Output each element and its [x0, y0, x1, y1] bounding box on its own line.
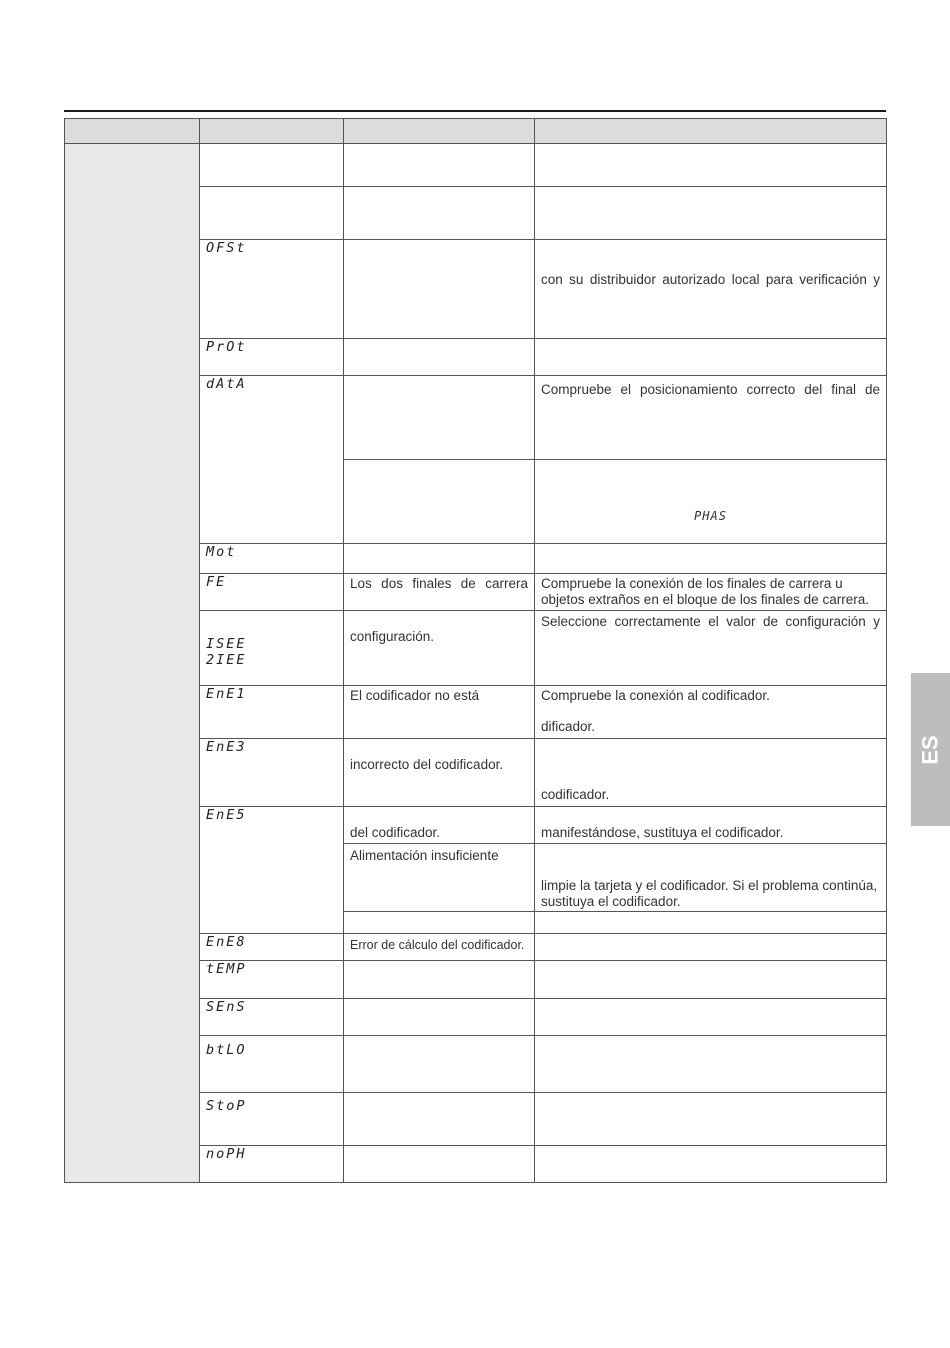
solution-cell — [535, 187, 887, 240]
cause-cell — [344, 611, 535, 686]
table-header — [65, 119, 887, 144]
table-row — [65, 144, 887, 187]
cause-cell — [344, 739, 535, 807]
solution-cell — [535, 999, 887, 1036]
solution-cell — [535, 1036, 887, 1093]
solution-cell — [535, 934, 887, 961]
header-col-1 — [65, 119, 200, 144]
cause-cell — [344, 574, 535, 611]
solution-text: manifestándose, sustituya el codificador. — [541, 825, 784, 840]
solution-cell — [535, 1146, 887, 1183]
solution-cell — [535, 1093, 887, 1146]
error-code-btlo — [200, 1036, 344, 1093]
code-line-1: ISEE — [206, 636, 247, 652]
cause-cell — [344, 187, 535, 240]
cause-cell — [344, 961, 535, 999]
cause-cell — [344, 1093, 535, 1146]
cause-cell — [344, 912, 535, 934]
solution-cell — [535, 807, 887, 844]
cause-text: del codificador. — [350, 825, 441, 840]
header-col-3 — [344, 119, 535, 144]
error-code-ene5: EnE5 — [200, 807, 344, 934]
cause-cell — [344, 544, 535, 574]
header-col-4 — [535, 119, 887, 144]
solution-text: Compruebe el posicionamiento correcto del final de — [541, 382, 880, 397]
cause-cell — [344, 240, 535, 339]
error-code-ene8: EnE8 — [200, 934, 344, 961]
cause-cell — [344, 1036, 535, 1093]
error-code-mot: Mot — [200, 544, 344, 574]
solution-text: Compruebe la conexión de los finales de carrera u objetos extraños en el bloque de los finales de carrera. — [541, 576, 869, 607]
code-text: StoP — [206, 1098, 247, 1114]
error-code-prot: PrOt — [200, 339, 344, 376]
code-cell — [200, 144, 344, 187]
phas-code: PHAS — [694, 509, 727, 523]
cause-cell — [344, 934, 535, 961]
error-code-ene1: EnE1 — [200, 686, 344, 739]
solution-text: Seleccione correctamente el valor de configuración y — [541, 614, 880, 629]
cause-cell — [344, 376, 535, 460]
solution-cell — [535, 611, 887, 686]
solution-cell — [535, 961, 887, 999]
cause-text: El codificador no está — [350, 688, 480, 703]
cause-text: Los dos finales de carrera — [350, 576, 528, 591]
error-code-noph: noPH — [200, 1146, 344, 1183]
solution-cell — [535, 686, 887, 739]
cause-cell — [344, 844, 535, 912]
cause-cell — [344, 999, 535, 1036]
cause-cell — [344, 460, 535, 544]
code-line-2: 2IEE — [206, 652, 247, 668]
error-code-ene3: EnE3 — [200, 739, 344, 807]
error-code-fe: FE — [200, 574, 344, 611]
cause-text: Error de cálculo del codificador. — [350, 938, 525, 952]
header-col-2 — [200, 119, 344, 144]
solution-cell — [535, 544, 887, 574]
solution-cell — [535, 376, 887, 460]
solution-text: con su distribuidor autorizado local para verificación y — [541, 272, 880, 287]
error-code-temp: tEMP — [200, 961, 344, 999]
error-table — [64, 118, 887, 1183]
top-rule — [64, 110, 886, 112]
group-cell — [65, 144, 200, 1183]
code-cell — [200, 187, 344, 240]
solution-cell — [535, 460, 887, 544]
cause-text: incorrecto del codificador. — [350, 757, 504, 772]
solution-cell — [535, 739, 887, 807]
error-code-isee — [200, 611, 344, 686]
error-code-stop — [200, 1093, 344, 1146]
solution-text: codificador. — [541, 787, 610, 802]
solution-cell — [535, 240, 887, 339]
cause-cell — [344, 1146, 535, 1183]
solution-cell — [535, 844, 887, 912]
cause-text: configuración. — [350, 629, 435, 644]
cause-cell — [344, 686, 535, 739]
cause-cell — [344, 807, 535, 844]
language-tab — [911, 673, 950, 826]
solution-cell — [535, 339, 887, 376]
cause-cell — [344, 339, 535, 376]
solution-text: limpie la tarjeta y el codificador. Si el problema continúa, sustituya el codificador. — [541, 878, 878, 909]
solution-text: Compruebe la conexión al codificador. — [541, 688, 770, 703]
solution-cell — [535, 144, 887, 187]
solution-text-2: dificador. — [541, 719, 596, 734]
cause-text: Alimentación insuficiente — [350, 848, 499, 863]
solution-cell — [535, 912, 887, 934]
code-text: btLO — [206, 1042, 247, 1058]
error-code-ofst: OFSt — [200, 240, 344, 339]
error-code-data: dAtA — [200, 376, 344, 544]
error-code-sens: SEnS — [200, 999, 344, 1036]
language-tab-label: ES — [917, 734, 943, 765]
cause-cell — [344, 144, 535, 187]
solution-cell — [535, 574, 887, 611]
